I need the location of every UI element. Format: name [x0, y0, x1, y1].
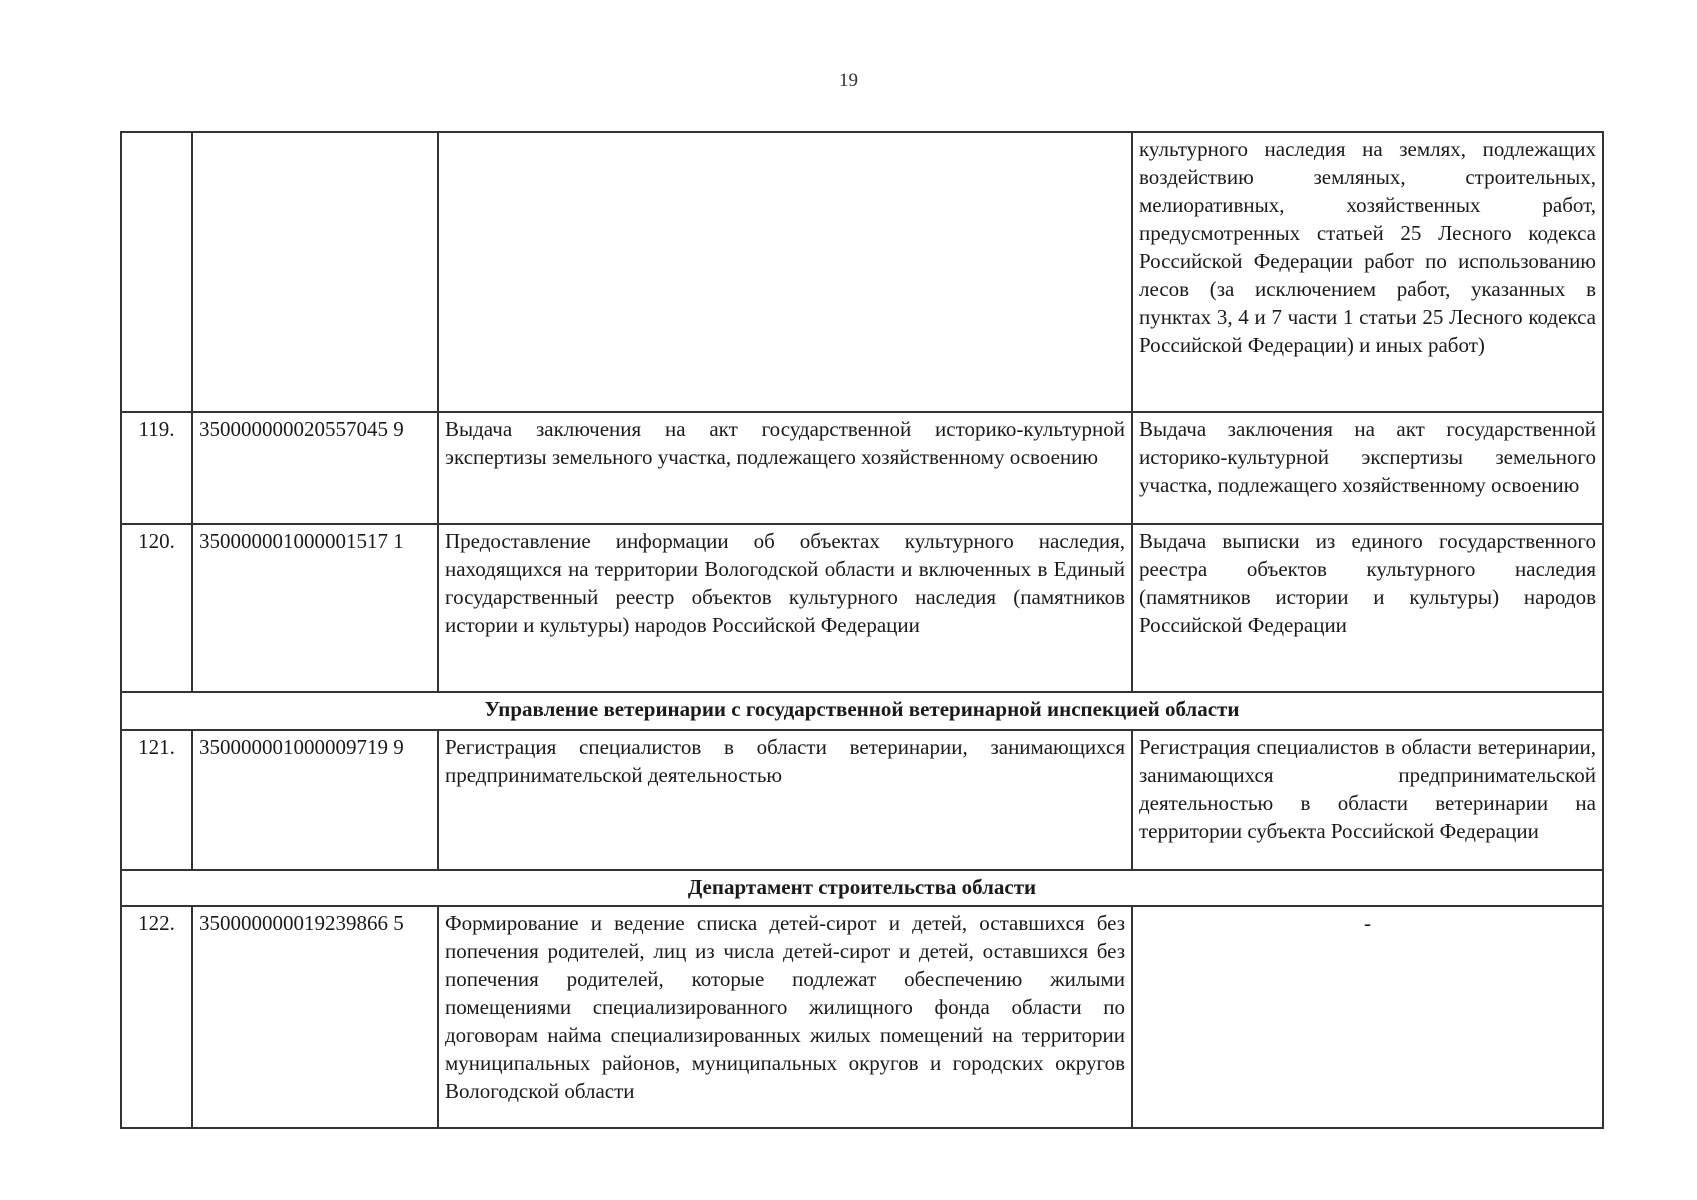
row-number: 120. — [121, 524, 192, 692]
section-header-row — [121, 692, 1603, 730]
table-row — [121, 524, 1603, 692]
service-name: Регистрация специалистов в области ветеринарии, занимающихся предпринимательской деятельностью — [438, 730, 1132, 870]
row-number — [121, 132, 192, 412]
subservice-name: Регистрация специалистов в области ветеринарии, занимающихся предпринимательской деятельностью в области ветеринарии на территории субъекта Российской Федерации — [1132, 730, 1603, 870]
service-code: 350000000020557045 9 — [192, 412, 438, 524]
service-name: Предоставление информации об объектах культурного наследия, находящихся на территории Вологодской области и включенных в Единый государственный реестр объектов культурного наследия (памятников истории и культуры) народов Российской Федерации — [438, 524, 1132, 692]
table-row — [121, 730, 1603, 870]
section-header-row — [121, 870, 1603, 906]
table-row — [121, 132, 1603, 412]
service-code: 350000000019239866 5 — [192, 906, 438, 1128]
table-row — [121, 906, 1603, 1128]
row-number: 121. — [121, 730, 192, 870]
section-title: Управление ветеринарии с государственной ветеринарной инспекцией области — [121, 692, 1603, 730]
row-number: 122. — [121, 906, 192, 1128]
service-code: 350000001000001517 1 — [192, 524, 438, 692]
service-name: Формирование и ведение списка детей-сирот и детей, оставшихся без попечения родителей, лиц из числа детей-сирот и детей, оставшихся без попечения родителей, которые подлежат обеспечению жилыми помещениями специализированного жилищного фонда области по договорам найма специализированных жилых помещений на территории муниципальных районов, муниципальных округов и городских округов Вологодской области — [438, 906, 1132, 1128]
service-name: Выдача заключения на акт государственной историко-культурной экспертизы земельного участка, подлежащего хозяйственному освоению — [438, 412, 1132, 524]
subservice-name: Выдача выписки из единого государственного реестра объектов культурного наследия (памятников истории и культуры) народов Российской Федерации — [1132, 524, 1603, 692]
row-number: 119. — [121, 412, 192, 524]
subservice-name: культурного наследия на землях, подлежащих воздействию земляных, строительных, мелиоративных, хозяйственных работ, предусмотренных статьей 25 Лесного кодекса Российской Федерации работ по использованию лесов (за исключением работ, указанных в пунктах 3, 4 и 7 части 1 статьи 25 Лесного кодекса Российской Федерации) и иных работ) — [1132, 132, 1603, 412]
table-row — [121, 412, 1603, 524]
service-name — [438, 132, 1132, 412]
page-number: 19 — [839, 70, 858, 91]
subservice-name: Выдача заключения на акт государственной историко-культурной экспертизы земельного участка, подлежащего хозяйственному освоению — [1132, 412, 1603, 524]
service-code — [192, 132, 438, 412]
services-table — [120, 131, 1604, 1129]
section-title: Департамент строительства области — [121, 870, 1603, 906]
subservice-name: - — [1132, 906, 1603, 1128]
service-code: 350000001000009719 9 — [192, 730, 438, 870]
